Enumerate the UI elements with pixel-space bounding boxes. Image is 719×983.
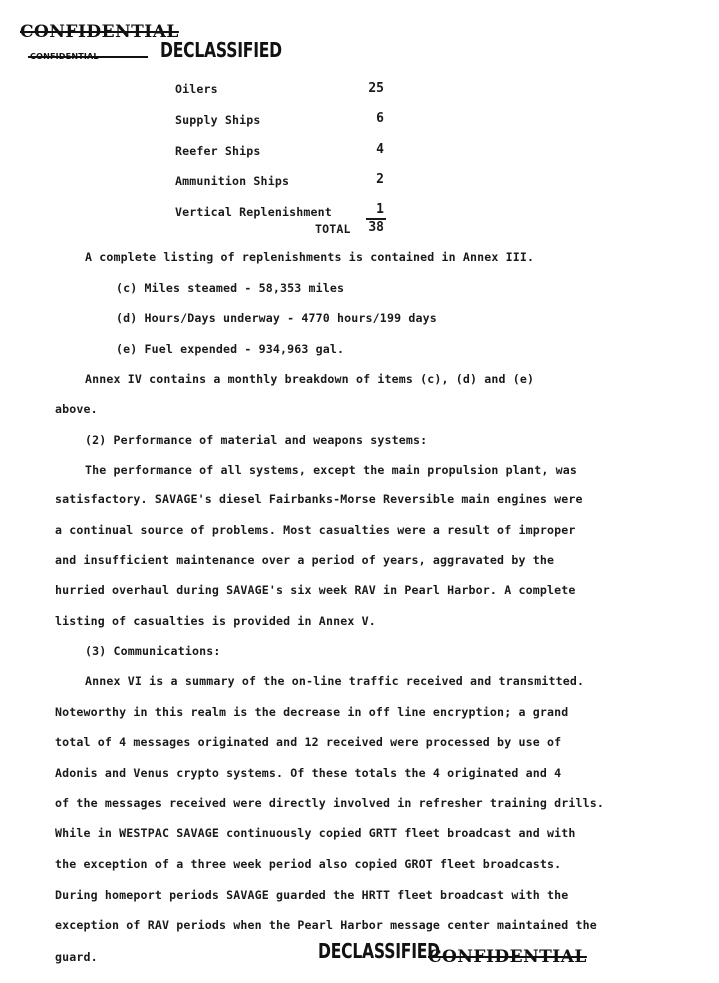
body-line: Annex IV contains a monthly breakdown of items (c), (d) and (e) (85, 372, 535, 386)
table-row-label: Oilers (175, 82, 218, 96)
body-line: a continual source of problems. Most casualties were a result of improper (55, 523, 576, 537)
body-line: Noteworthy in this realm is the decrease in off line encryption; a grand (55, 705, 569, 719)
table-row-value: 2 (376, 172, 384, 187)
table-row-value: 6 (376, 111, 384, 126)
body-line: above. (55, 402, 98, 416)
table-row-label: Vertical Replenishment (175, 205, 332, 219)
body-line: satisfactory. SAVAGE's diesel Fairbanks-Morse Reversible main engines were (55, 492, 583, 506)
declassified-stamp-bottom: DECLASSIFIED (318, 939, 440, 963)
declassified-stamp-top: DECLASSIFIED (160, 38, 282, 62)
body-line: A complete listing of replenishments is contained in Annex III. (85, 250, 535, 264)
table-total-value: 38 (368, 220, 384, 235)
list-item-e: (e) Fuel expended - 934,963 gal. (116, 342, 345, 356)
body-line: During homeport periods SAVAGE guarded the HRTT fleet broadcast with the (55, 888, 569, 902)
strike-line-top (28, 56, 148, 58)
body-line: total of 4 messages originated and 12 received were processed by use of (55, 735, 562, 749)
body-line: exception of RAV periods when the Pearl Harbor message center maintained the (55, 918, 597, 932)
table-row-label: Ammunition Ships (175, 174, 290, 188)
body-line: hurried overhaul during SAVAGE's six week RAV in Pearl Harbor. A complete (55, 583, 576, 597)
section-heading-2: (2) Performance of material and weapons systems: (85, 433, 428, 447)
table-row-value: 4 (376, 142, 384, 157)
body-line: Adonis and Venus crypto systems. Of these totals the 4 originated and 4 (55, 766, 562, 780)
body-line: of the messages received were directly involved in refresher training drills. (55, 796, 605, 810)
body-line: guard. (55, 950, 98, 964)
list-item-d: (d) Hours/Days underway - 4770 hours/199 days (116, 311, 437, 325)
section-heading-3: (3) Communications: (85, 644, 221, 658)
body-line: While in WESTPAC SAVAGE continuously copied GRTT fleet broadcast and with (55, 826, 576, 840)
body-line: The performance of all systems, except the main propulsion plant, was (85, 463, 577, 477)
confidential-stamp-bottom: CONFIDENTIAL (428, 947, 587, 967)
body-line: and insufficient maintenance over a period of years, aggravated by the (55, 553, 555, 567)
confidential-stamp-top: CONFIDENTIAL (20, 22, 179, 42)
table-row-label: Reefer Ships (175, 144, 261, 158)
body-line: Annex VI is a summary of the on-line traffic received and transmitted. (85, 674, 585, 688)
table-total-label: TOTAL (315, 222, 351, 236)
body-line: the exception of a three week period also copied GROT fleet broadcasts. (55, 857, 562, 871)
table-row-value: 1 (376, 202, 384, 217)
body-line: listing of casualties is provided in Annex V. (55, 614, 376, 628)
list-item-c: (c) Miles steamed - 58,353 miles (116, 281, 345, 295)
table-row-value: 25 (368, 81, 384, 96)
table-row-label: Supply Ships (175, 113, 261, 127)
